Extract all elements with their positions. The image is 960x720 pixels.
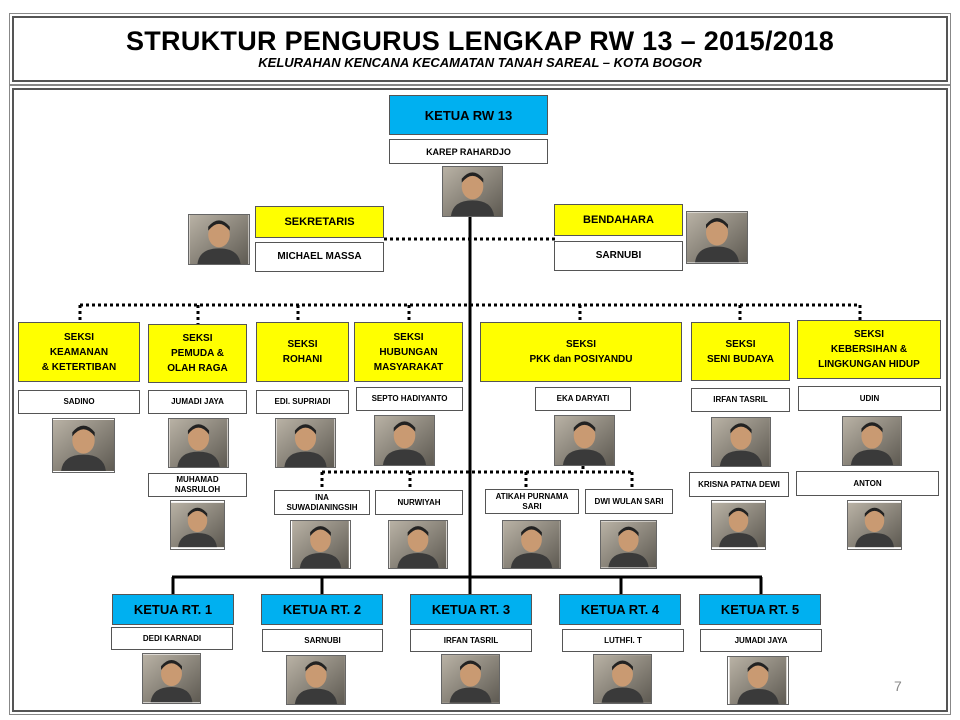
pkk-member-2-photo <box>388 520 448 569</box>
seksi-seni-photo <box>711 417 771 467</box>
seksi-rohani-name: EDI. SUPRIADI <box>256 390 349 414</box>
person-photo-icon <box>443 167 502 216</box>
person-photo-icon <box>555 416 614 465</box>
person-photo-icon <box>712 418 770 466</box>
person-photo-icon <box>171 501 224 549</box>
sekretaris-role: SEKRETARIS <box>255 206 384 238</box>
seksi-seni-member-photo <box>711 500 766 550</box>
pkk-member-4-photo <box>600 520 657 569</box>
ketua-rw-role: KETUA RW 13 <box>389 95 548 135</box>
sekretaris-photo <box>188 214 250 265</box>
person-photo-icon <box>143 654 200 703</box>
person-photo-icon <box>53 419 114 472</box>
ketua-rt-5-photo <box>727 656 789 705</box>
seksi-seni-role: SEKSI SENI BUDAYA <box>691 322 790 381</box>
person-photo-icon <box>169 419 228 467</box>
pkk-member-2-name: NURWIYAH <box>375 490 463 515</box>
person-photo-icon <box>843 417 901 465</box>
seksi-pemuda-member-name: MUHAMAD NASRULOH <box>148 473 247 497</box>
seksi-pemuda-name: JUMADI JAYA <box>148 390 247 414</box>
person-photo-icon <box>291 521 350 568</box>
person-photo-icon <box>712 501 765 549</box>
ketua-rt-1-role: KETUA RT. 1 <box>112 594 234 625</box>
person-photo-icon <box>503 521 560 568</box>
ketua-rt-5-role: KETUA RT. 5 <box>699 594 821 625</box>
ketua-rt-4-name: LUTHFI. T <box>562 629 684 652</box>
ketua-rt-4-photo <box>593 654 652 704</box>
pkk-member-1-name: INA SUWADIANINGSIH <box>274 490 370 515</box>
seksi-pkk-name: EKA DARYATI <box>535 387 631 411</box>
seksi-kebersihan-role: SEKSI KEBERSIHAN & LINGKUNGAN HIDUP <box>797 320 941 379</box>
seksi-pemuda-photo <box>168 418 229 468</box>
bendahara-role: BENDAHARA <box>554 204 683 236</box>
ketua-rt-2-role: KETUA RT. 2 <box>261 594 383 625</box>
bendahara-photo <box>686 211 748 264</box>
ketua-rt-2-name: SARNUBI <box>262 629 383 652</box>
ketua-rw-name: KAREP RAHARDJO <box>389 139 548 164</box>
seksi-keamanan-photo <box>52 418 115 473</box>
ketua-rt-3-name: IRFAN TASRIL <box>410 629 532 652</box>
pkk-member-1-photo <box>290 520 351 569</box>
ketua-rt-5-name: JUMADI JAYA <box>700 629 822 652</box>
seksi-keamanan-role: SEKSI KEAMANAN & KETERTIBAN <box>18 322 140 382</box>
person-photo-icon <box>848 501 901 549</box>
seksi-kebersihan-name: UDIN <box>798 386 941 411</box>
ketua-rw-photo <box>442 166 503 217</box>
ketua-rt-1-photo <box>142 653 201 704</box>
seksi-pemuda-role: SEKSI PEMUDA & OLAH RAGA <box>148 324 247 383</box>
ketua-rt-1-name: DEDI KARNADI <box>111 627 233 650</box>
seksi-keamanan-name: SADINO <box>18 390 140 414</box>
seksi-pkk-role: SEKSI PKK dan POSIYANDU <box>480 322 682 382</box>
seksi-humas-name: SEPTO HADIYANTO <box>356 387 463 411</box>
ketua-rt-3-role: KETUA RT. 3 <box>410 594 532 625</box>
person-photo-icon <box>687 212 747 263</box>
pkk-member-3-photo <box>502 520 561 569</box>
seksi-humas-role: SEKSI HUBUNGAN MASYARAKAT <box>354 322 463 382</box>
ketua-rt-4-role: KETUA RT. 4 <box>559 594 681 625</box>
bendahara-name: SARNUBI <box>554 241 683 271</box>
person-photo-icon <box>442 655 499 703</box>
person-photo-icon <box>389 521 447 568</box>
seksi-seni-member-name: KRISNA PATNA DEWI <box>689 472 789 497</box>
person-photo-icon <box>594 655 651 703</box>
ketua-rt-2-photo <box>286 655 346 705</box>
person-photo-icon <box>189 215 249 264</box>
seksi-rohani-role: SEKSI ROHANI <box>256 322 349 382</box>
seksi-humas-photo <box>374 415 435 466</box>
person-photo-icon <box>601 521 656 568</box>
person-photo-icon <box>276 419 335 467</box>
page-number: 7 <box>894 678 902 694</box>
pkk-member-4-name: DWI WULAN SARI <box>585 489 673 514</box>
seksi-kebersihan-member-name: ANTON <box>796 471 939 496</box>
seksi-kebersihan-member-photo <box>847 500 902 550</box>
seksi-pemuda-member-photo <box>170 500 225 550</box>
seksi-pkk-photo <box>554 415 615 466</box>
pkk-member-3-name: ATIKAH PURNAMA SARI <box>485 489 579 514</box>
person-photo-icon <box>375 416 434 465</box>
sekretaris-name: MICHAEL MASSA <box>255 242 384 272</box>
ketua-rt-3-photo <box>441 654 500 704</box>
page-subtitle: KELURAHAN KENCANA KECAMATAN TANAH SAREAL – KOTA BOGOR <box>258 55 702 70</box>
seksi-seni-name: IRFAN TASRIL <box>691 388 790 412</box>
seksi-rohani-photo <box>275 418 336 468</box>
person-photo-icon <box>728 657 788 704</box>
person-photo-icon <box>287 656 345 704</box>
page-title: STRUKTUR PENGURUS LENGKAP RW 13 – 2015/2018 <box>125 26 835 56</box>
seksi-kebersihan-photo <box>842 416 902 466</box>
